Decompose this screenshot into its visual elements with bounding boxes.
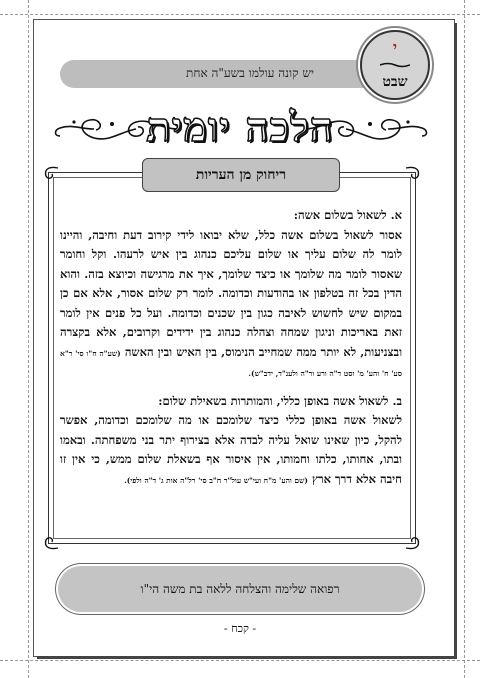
corner-ornament-icon <box>404 532 424 552</box>
section-a-source: (שע"ה ח"ו סי' ר"א סע' ח' והע' מ' וסט ד"ה ורע ור"ה ולענ"ד, ידב"ש). <box>60 348 402 378</box>
cut-line-left <box>28 0 29 678</box>
section-b-heading: ב. לשאול אשה באופן כללי, והמותרות בשאילת שלום: <box>158 393 402 408</box>
section-b-text <box>60 411 402 490</box>
page-title: הלכה יומית <box>146 104 334 151</box>
date-month: שבט <box>382 74 408 90</box>
section-a-body: אסור לשאול בשלום אשה כלל, שלא יבואו לידי קירוב דעת וחיבה, והיינו לומר לה שלום עליך או שלום עליכם כנהוג בין איש לרעהו. וקל וחומר שאסור לומר מה שלומך או כיצד שלומך, איך את מרגישה וכיוצא בזה. והוא הדין בכל זה בטלפון או בהודעות וכדומה. לומר רק שלום אסור, אלא אם כן במקום שיש לחשוש לאיבה כגון בין שכנים וכדומה. ועל כל פנים אין לומר זאת באריכות וניגון שמחה וצהלה כנהוג בין ידידים וקרובים, אלא בקצרה ובצניעות, לא יותר ממה שמחייב הנימוס, בין האיש ובין האשה <box>60 227 403 359</box>
section-b-source: (שם והע' מ"ח ועי"ש עול"ר ח"ב סי' רל"ה אות ג' ד"ה ולפי). <box>124 475 308 485</box>
cut-line-bottom <box>0 660 480 661</box>
corner-ornament-icon <box>40 164 60 184</box>
cut-line-right <box>464 0 465 678</box>
section-a-text <box>60 226 402 384</box>
date-day: י <box>392 38 398 57</box>
header-subtitle: יש קונה עולמו בשע"ה אחת <box>186 66 314 80</box>
cut-line-top <box>0 14 480 15</box>
corner-ornament-icon <box>404 164 424 184</box>
date-badge <box>360 30 430 100</box>
topic-banner: ריחוק מן העריות <box>142 158 340 192</box>
section-a-heading: א. לשאול בשלום אשה: <box>293 208 402 222</box>
dedication-banner: רפואה שלימה והצלחה ללאה בת משה הי"ו <box>58 566 422 612</box>
date-ornament-icon <box>380 62 410 68</box>
halacha-body <box>60 206 402 490</box>
header-strip <box>60 60 372 88</box>
section-b-body: לשאול אשה באופן כללי כיצד שלומכם או מה שלומכם וכדומה, אפשר להקל, כיון שאינו שואל עליה לבדה אלא בצירוף יתר בני משפחתה. ובאמו ובתו, אחותו, כלתו וחמותו, אין איסור אף בשאלת שלום ממש, כי אין זו חיבה אלא דרך ארץ <box>60 413 402 486</box>
corner-ornament-icon <box>40 532 60 552</box>
page-number: - קכח - <box>223 622 257 635</box>
